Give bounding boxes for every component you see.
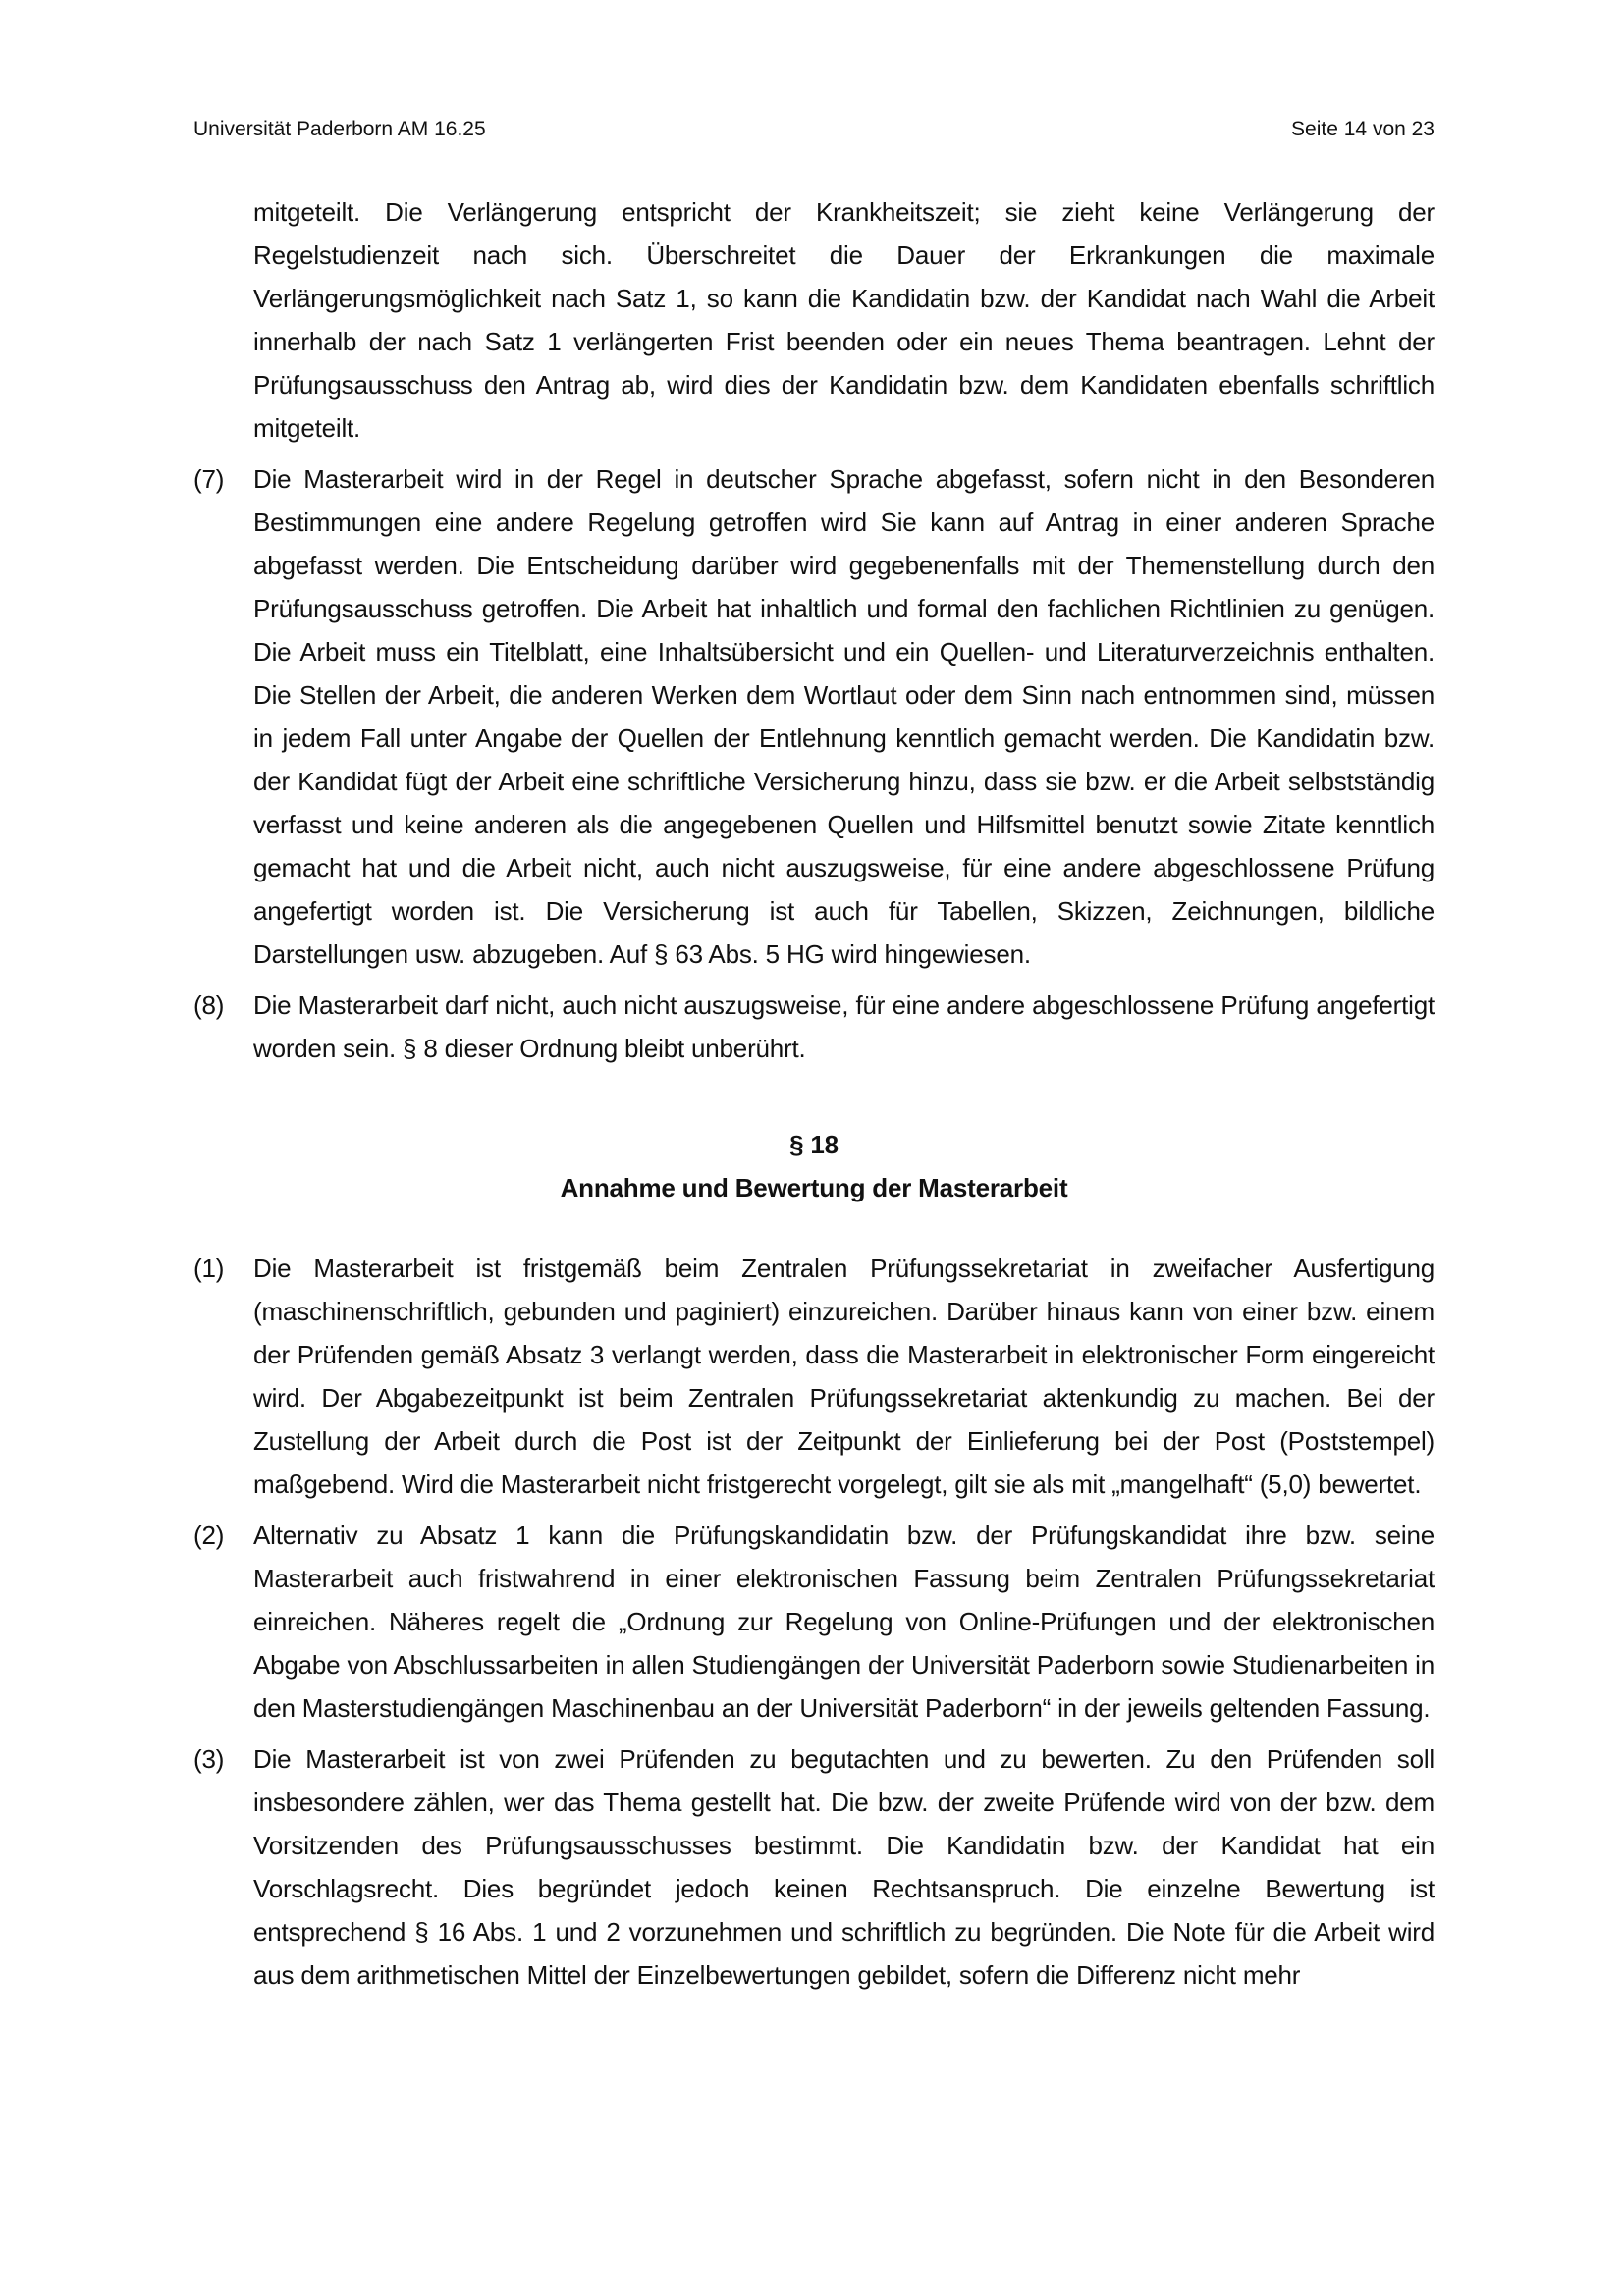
- paragraph-text: Die Masterarbeit darf nicht, auch nicht auszugsweise, für eine andere abgeschlossene Prüfung angefertigt worden sein. § 8 dieser Ordnung bleibt unberührt.: [253, 990, 1435, 1063]
- paragraph-text: Die Masterarbeit wird in der Regel in deutscher Sprache abgefasst, sofern nicht in den Besonderen Bestimmungen eine andere Regelung getroffen wird Sie kann auf Antrag in einer anderen Sprache abgefasst werden. Die Entscheidung darüber wird gegebenenfalls mit der Themenstellung durch den Prüfungsausschuss getroffen. Die Arbeit hat inhaltlich und formal den fachlichen Richtlinien zu genügen. Die Arbeit muss ein Titelblatt, eine Inhaltsübersicht und ein Quellen- und Literaturverzeichnis enthalten. Die Stellen der Arbeit, die anderen Werken dem Wortlaut oder dem Sinn nach entnommen sind, müssen in jedem Fall unter Angabe der Quellen der Entlehnung kenntlich gemacht werden. Die Kandidatin bzw. der Kandidat fügt der Arbeit eine schriftliche Versicherung hinzu, dass sie bzw. er die Arbeit selbstständig verfasst und keine anderen als die angegebenen Quellen und Hilfsmittel benutzt sowie Zitate kenntlich gemacht hat und die Arbeit nicht, auch nicht auszugsweise, für eine andere abgeschlossene Prüfung angefertigt worden ist. Die Versicherung ist auch für Tabellen, Skizzen, Zeichnungen, bildliche Darstellungen usw. abzugeben. Auf § 63 Abs. 5 HG wird hingewiesen.: [253, 464, 1435, 969]
- page-number: Seite 14 von 23: [1291, 118, 1435, 140]
- header-title: Universität Paderborn AM 16.25: [193, 118, 486, 140]
- paragraph-number: (1): [193, 1254, 225, 1283]
- paragraph-number: (3): [193, 1744, 225, 1774]
- paragraph-text: Die Masterarbeit ist von zwei Prüfenden zu begutachten und zu bewerten. Zu den Prüfenden soll insbesondere zählen, wer das Thema gestellt hat. Die bzw. der zweite Prüfende wird von der bzw. dem Vorsitzenden des Prüfungsausschusses bestimmt. Die Kandidatin bzw. der Kandidat hat ein Vorschlagsrecht. Dies begründet jedoch keinen Rechtsanspruch. Die einzelne Bewertung ist entsprechend § 16 Abs. 1 und 2 vorzunehmen und schriftlich zu begründen. Die Note für die Arbeit wird aus dem arithmetischen Mittel der Einzelbewertungen gebildet, sofern die Differenz nicht mehr: [253, 1744, 1435, 1990]
- document-body: [193, 190, 1435, 1997]
- section-title: Annahme und Bewertung der Masterarbeit: [560, 1173, 1068, 1202]
- paragraph-1: [193, 1247, 1435, 1506]
- continuation-paragraph: mitgeteilt. Die Verlängerung entspricht der Krankheitszeit; sie zieht keine Verlängerung der Regelstudienzeit nach sich. Überschreitet die Dauer der Erkrankungen die maximale Verlängerungsmöglichkeit nach Satz 1, so kann die Kandidatin bzw. der Kandidat nach Wahl die Arbeit innerhalb der nach Satz 1 verlängerten Frist beenden oder ein neues Thema beantragen. Lehnt der Prüfungsausschuss den Antrag ab, wird dies der Kandidatin bzw. dem Kandidaten ebenfalls schriftlich mitgeteilt.: [253, 197, 1435, 443]
- section-number: § 18: [789, 1130, 839, 1159]
- paragraph-number: (7): [193, 464, 225, 494]
- section-heading: [193, 1123, 1435, 1209]
- paragraph-text: Die Masterarbeit ist fristgemäß beim Zentralen Prüfungssekretariat in zweifacher Ausfertigung (maschinenschriftlich, gebunden und paginiert) einzureichen. Darüber hinaus kann von einer bzw. einem der Prüfenden gemäß Absatz 3 verlangt werden, dass die Masterarbeit in elektronischer Form eingereicht wird. Der Abgabezeitpunkt ist beim Zentralen Prüfungssekretariat aktenkundig zu machen. Bei der Zustellung der Arbeit durch die Post ist der Zeitpunkt der Einlieferung bei der Post (Poststempel) maßgebend. Wird die Masterarbeit nicht fristgerecht vorgelegt, gilt sie als mit „mangelhaft“ (5,0) bewertet.: [253, 1254, 1435, 1499]
- paragraph-8: [193, 984, 1435, 1070]
- page-header: [193, 114, 1435, 145]
- paragraph-number: (2): [193, 1521, 225, 1550]
- paragraph-2: [193, 1514, 1435, 1730]
- paragraph-text: Alternativ zu Absatz 1 kann die Prüfungskandidatin bzw. der Prüfungskandidat ihre bzw. seine Masterarbeit auch fristwahrend in einer elektronischen Fassung beim Zentralen Prüfungssekretariat einreichen. Näheres regelt die „Ordnung zur Regelung von Online-Prüfungen und der elektronischen Abgabe von Abschlussarbeiten in allen Studiengängen der Universität Paderborn sowie Studienarbeiten in den Masterstudiengängen Maschinenbau an der Universität Paderborn“ in der jeweils geltenden Fassung.: [253, 1521, 1435, 1723]
- paragraph-number: (8): [193, 990, 225, 1020]
- paragraph-7: [193, 457, 1435, 976]
- paragraph-3: [193, 1737, 1435, 1997]
